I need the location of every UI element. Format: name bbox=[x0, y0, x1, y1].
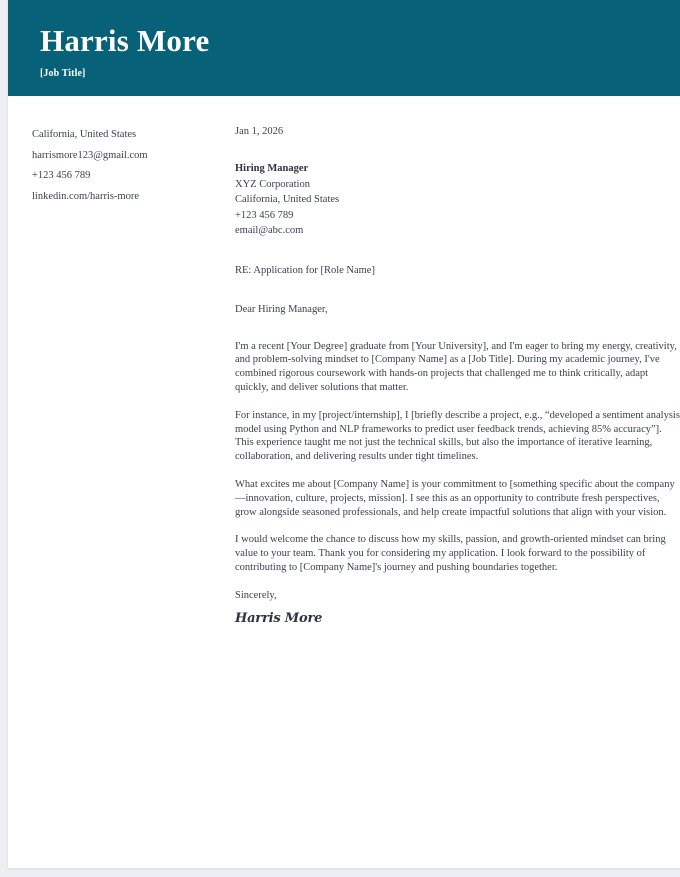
letter-header bbox=[8, 0, 680, 96]
page-bottom-edge bbox=[8, 868, 680, 869]
letter-closing: Sincerely, bbox=[235, 590, 277, 602]
letter-salutation: Dear Hiring Manager, bbox=[235, 303, 328, 315]
letter-paragraph: I would welcome the chance to discuss how my skills, passion, and growth-oriented mindset can bring value to your team. Thank you for considering my application. I look forward to the possibility of contributing to [Company Name]'s journey and pushing boundaries together. bbox=[235, 533, 666, 573]
letter-date: Jan 1, 2026 bbox=[235, 126, 284, 137]
applicant-name: Harris More bbox=[40, 23, 210, 58]
contact-location: California, United States bbox=[32, 129, 137, 140]
letter-paragraphs bbox=[235, 340, 680, 575]
contact-email[interactable]: harrismore123@gmail.com bbox=[32, 149, 148, 161]
letter-paragraph: For instance, in my [project/internship], I [briefly describe a project, e.g., “developed a sentiment analysis model using Python and NLP frameworks to predict user feedback trends, achieving 85% accuracy”]. This experience taught me not just the technical skills, but also the importance of iterative learning, collaboration, and delivering results under tight timelines. bbox=[235, 409, 680, 463]
letter-paragraph: I'm a recent [Your Degree] graduate from [Your University], and I'm eager to bring my energy, creativity, and problem-solving mindset to [Company Name] as a [Job Title]. During my academic journey, I've combined rigorous coursework with hands-on projects that challenged me to think critically, adapt quickly, and deliver solutions that matter. bbox=[235, 340, 677, 394]
contact-phone: +123 456 789 bbox=[32, 170, 91, 181]
recipient-phone: +123 456 789 bbox=[235, 209, 294, 221]
recipient-company: XYZ Corporation bbox=[235, 178, 310, 190]
applicant-job-title: [Job Title] bbox=[40, 68, 86, 79]
recipient-name: Hiring Manager bbox=[235, 163, 309, 174]
document-page bbox=[8, 0, 680, 869]
signature: Harris More bbox=[235, 611, 323, 627]
letter-paragraph: What excites me about [Company Name] is your commitment to [something specific about the company—innovation, culture, projects, mission]. I see this as an opportunity to contribute fresh perspectives, grow alongside seasoned professionals, and help create impactful solutions that align with your vision. bbox=[235, 478, 675, 518]
letter-content bbox=[235, 124, 680, 627]
contact-info-block bbox=[32, 125, 217, 207]
recipient-location: California, United States bbox=[235, 194, 340, 205]
letter-subject: RE: Application for [Role Name] bbox=[235, 264, 375, 276]
header-text-block bbox=[40, 22, 209, 80]
contact-linkedin[interactable]: linkedin.com/harris-more bbox=[32, 190, 140, 202]
recipient-block bbox=[235, 161, 465, 239]
recipient-email[interactable]: email@abc.com bbox=[235, 225, 304, 236]
